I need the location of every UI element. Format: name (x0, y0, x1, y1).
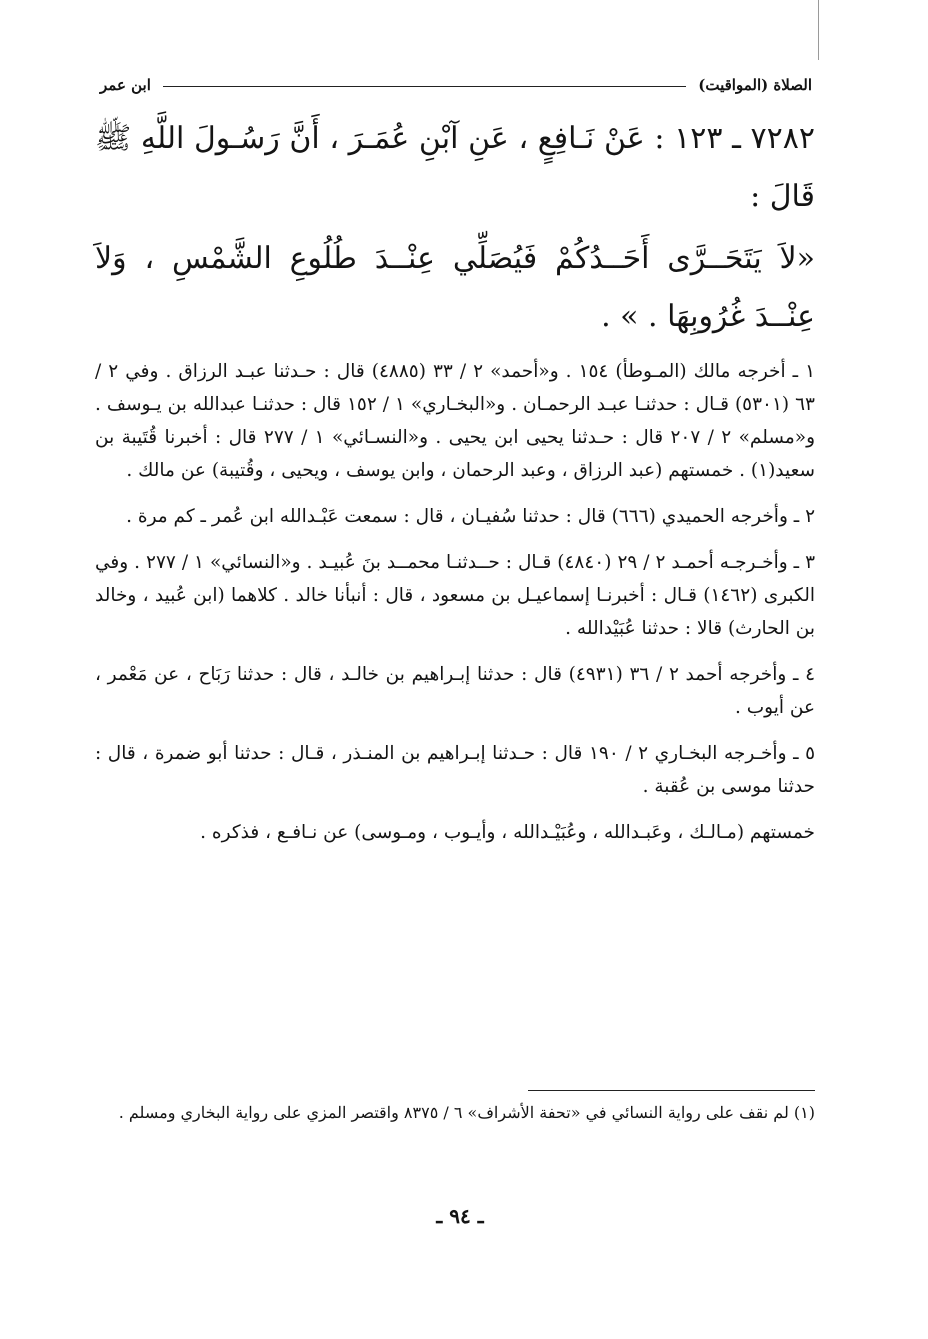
takhrij-summary: خمستهم (مـالـك ، وعَبـدالله ، وعُبَيْـدالله ، وأيـوب ، ومـوسى) عن نـافـع ، فذكره . (200, 822, 815, 843)
hadith-chain: ٧٢٨٢ ـ ١٢٣ : عَنْ نَـافِعٍ ، عَنِ آبْنِ عُمَـرَ ، أَنَّ رَسُـولَ اللَّهِ ﷺ قَالَ : (95, 121, 815, 214)
takhrij-paragraph: ٢ ـ وأخرجه الحميدي (٦٦٦) قال : حدثنا سُفيـان ، قال : سمعت عَبْـدالله ابن عُمر ـ كم مرة . (126, 506, 815, 527)
hadith-text: «لاَ يَتَحَــرَّى أَحَــدُكُمْ فَيُصَلِّي عِنْــدَ طُلُوعِ الشَّمْسِ ، وَلاَ عِنْــدَ غُرُوبِهَا . » . (95, 241, 815, 334)
takhrij-paragraph: ٥ ـ وأخـرجه البخـاري ٢ / ١٩٠ قال : حـدثنا إبـراهيم بن المنـذر ، قـال : حدثنا أبو ضمرة ، قال : حدثنا موسى بن عُقبة . (95, 743, 815, 797)
scan-edge-line (818, 0, 819, 60)
takhrij-paragraph: ٣ ـ وأخـرجـه أحمـد ٢ / ٢٩ (٤٨٤٠) قـال : حــدثنـا محمــد بنَ عُبيـد . و«النسائي» ١ / ٢٧٧ . وفي الكبرى (١٤٦٢) قـال : أخبرنـا إسماعيـل بن مسعود ، قال : أنبأنا خالد . كلاهما (ابن عُبيد ، وخالد بن الحارث) قالا : حدثنا عُبَيْدالله . (95, 552, 815, 639)
takhrij-paragraph: ٤ ـ وأخرجه أحمد ٢ / ٣٦ (٤٩٣١) قال : حدثنا إبـراهيم بن خالـد ، قال : حدثنا رَبَاح ، عن مَعْمر ، عن أيوب . (95, 664, 815, 718)
footnote: (١) لم نقف على رواية النسائي في «تحفة الأشراف» ٦ / ٨٣٧٥ واقتصر المزي على رواية البخاري ومسلم . (118, 1103, 815, 1122)
narrator-name: ابن عمر (100, 76, 151, 94)
page-number: ـ ٩٤ ـ (436, 1204, 484, 1228)
takhrij-paragraph: ١ ـ أخرجه مالك (المـوطأ) ١٥٤ . و«أحمد» ٢ / ٣٣ (٤٨٨٥) قال : حـدثنا عبـد الرزاق . وفي ٢ / ٦٣ (٥٣٠١) قـال : حدثنـا عبـد الرحمـان . و«البخـاري» ١ / ١٥٢ قال : حدثنـا عبدالله بن يـوسف . و«مسلم» ٢ / ٢٠٧ قال : حـدثنا يحيى ابن يحيى . و«النسـائي» ١ / ٢٧٧ قال : أخبرنا قُتَيبة بن سعيد(١) . خمستهم (عبد الرزاق ، وعبد الرحمان ، وابن يوسف ، ويحيى ، وقُتيبة) عن مالك . (95, 361, 816, 481)
footnote-separator (528, 1090, 815, 1091)
takhrij-section (95, 355, 815, 862)
header-rule (163, 86, 686, 87)
running-header (100, 68, 812, 94)
chapter-title: الصلاة (المواقيت) (698, 76, 812, 94)
